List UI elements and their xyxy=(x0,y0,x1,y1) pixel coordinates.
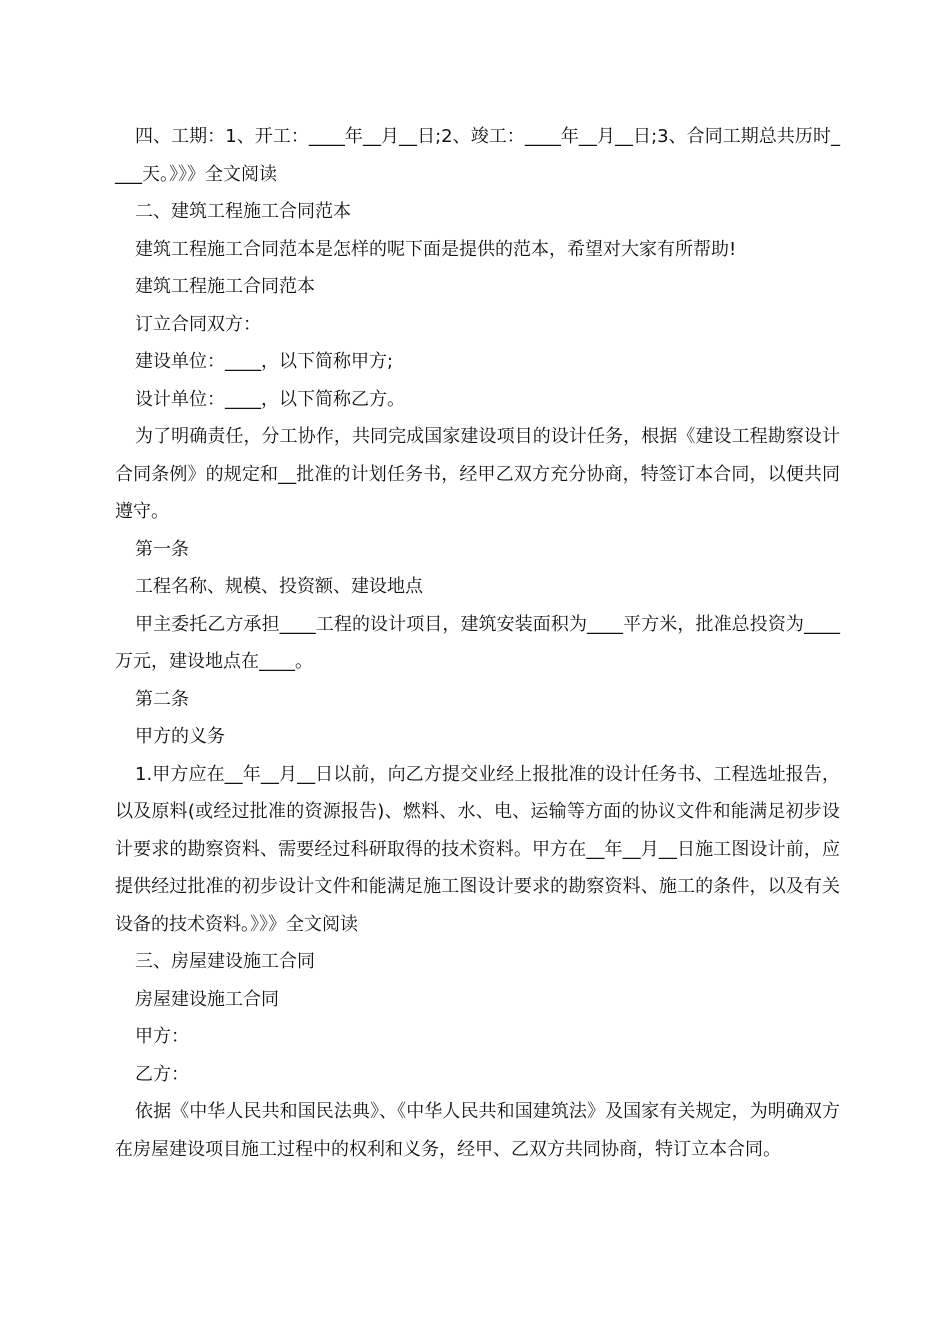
section-heading-housing-contract: 三、房屋建设施工合同 xyxy=(135,951,315,972)
section-heading-building-contract: 二、建筑工程施工合同范本 xyxy=(135,201,351,222)
article-1-heading: 第一条 xyxy=(135,538,189,560)
paragraph-housing-party-a: 甲方： xyxy=(135,1026,189,1047)
paragraph-parties-label: 订立合同双方： xyxy=(135,313,261,335)
paragraph-purpose: 为了明确责任，分工协作，共同完成国家建设项目的设计任务，根据《建设工程勘察设计合同条例》的规定和__批准的计划任务书，经甲乙双方充分协商，特签订本合同，以便共同遵守。 xyxy=(115,426,840,522)
paragraph-housing-party-b: 乙方： xyxy=(135,1063,189,1085)
article-2-heading: 第二条 xyxy=(135,688,189,710)
article-1-body: 甲主委托乙方承担____工程的设计项目，建筑安装面积为____平方米，批准总投资为____万元，建设地点在____。 xyxy=(115,613,840,672)
paragraph-intro: 建筑工程施工合同范本是怎样的呢下面是提供的范本，希望对大家有所帮助! xyxy=(135,238,737,260)
article-2-body: 1.甲方应在__年__月__日以前，向乙方提交业经上报批准的设计任务书、工程选址报告，以及原料(或经过批准的资源报告)、燃料、水、电、运输等方面的协议文件和能满足初步设计要求的勘察资料、需要经过科研取得的技术资料。甲方在__年__月__日施工图设计前，应提供经过批准的初步设计文件和能满足施工图设计要求的勘察资料、施工的条件，以及有关设备的技术资料。》》》全文阅读 xyxy=(115,763,840,935)
article-2-title: 甲方的义务 xyxy=(135,726,225,747)
paragraph-legal-basis: 依据《中华人民共和国民法典》、《中华人民共和国建筑法》及国家有关规定，为明确双方在房屋建设项目施工过程中的权利和义务，经甲、乙双方共同协商，特订立本合同。 xyxy=(115,1101,840,1160)
paragraph-contract-title: 建筑工程施工合同范本 xyxy=(135,276,315,297)
paragraph-party-a: 建设单位：____，以下简称甲方; xyxy=(135,351,394,372)
paragraph-construction-period: 四、工期：1、开工：____年__月__日;2、竣工：____年__月__日;3、合同工期总共历时____天。》》》全文阅读 xyxy=(115,126,840,185)
paragraph-housing-title: 房屋建设施工合同 xyxy=(135,988,279,1010)
document-body xyxy=(115,118,840,1168)
article-1-title: 工程名称、规模、投资额、建设地点 xyxy=(135,576,423,597)
paragraph-party-b: 设计单位：____，以下简称乙方。 xyxy=(135,388,405,410)
